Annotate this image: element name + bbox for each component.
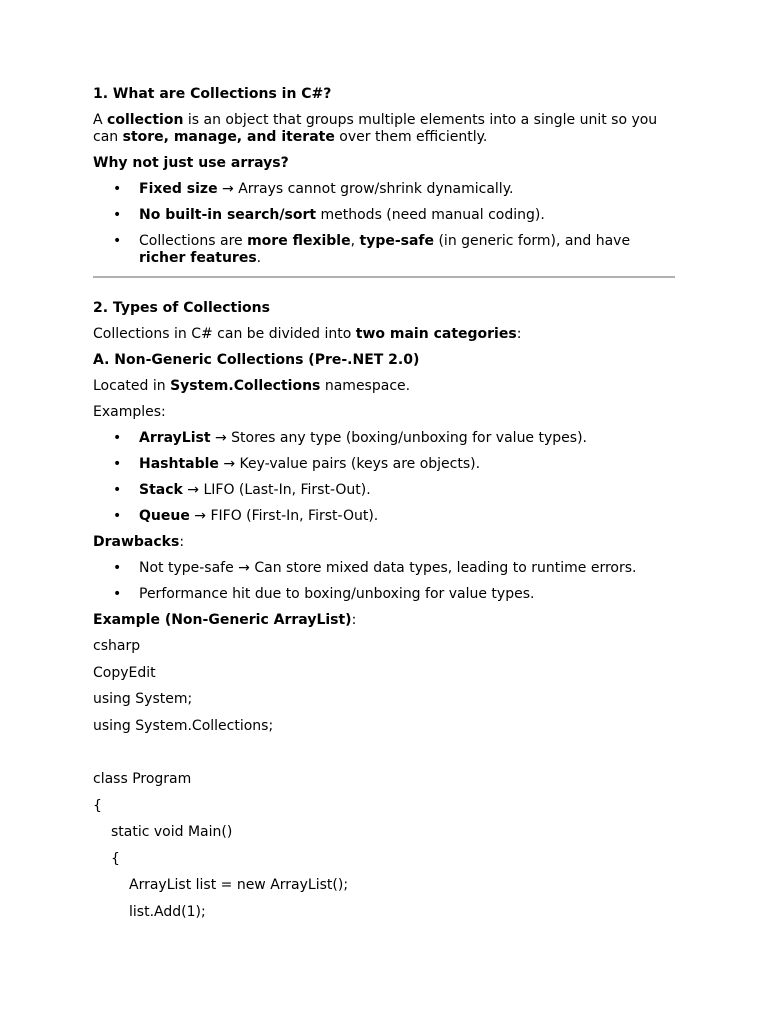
- code-line: class Program: [93, 770, 192, 787]
- text-run: is an object that groups multiple elements into a single unit so you can: [93, 112, 658, 145]
- bold-run: Drawbacks: [93, 534, 180, 550]
- text-run: namespace.: [320, 378, 411, 394]
- list-item: [93, 207, 675, 224]
- text-run: Located in: [93, 378, 171, 394]
- list-item: [93, 233, 675, 267]
- section-2-heading: 2. Types of Collections: [93, 300, 270, 316]
- bold-run: Hashtable: [139, 456, 219, 472]
- bold-run: Stack: [139, 482, 183, 498]
- copy-edit-label: CopyEdit: [93, 664, 156, 681]
- bold-run: ArrayList: [139, 430, 211, 446]
- bold-run: No built-in search/sort: [139, 207, 317, 223]
- code-line: ArrayList list = new ArrayList();: [129, 877, 349, 894]
- section-1-heading: 1. What are Collections in C#?: [93, 86, 332, 102]
- categories-intro: [93, 326, 675, 343]
- list-item: [93, 482, 675, 499]
- list-item: [93, 430, 675, 447]
- code-block: [93, 638, 675, 921]
- section-divider: [93, 276, 675, 278]
- code-line: using System;: [93, 691, 193, 708]
- code-language-label: csharp: [93, 638, 141, 654]
- text-run: .: [256, 250, 262, 266]
- text-run: over them efficiently.: [334, 129, 488, 145]
- example-heading: [93, 612, 675, 629]
- bold-run: type-safe: [359, 233, 435, 249]
- text-run: A: [93, 112, 108, 128]
- list-item: • Not type-safe → Can store mixed data types, leading to runtime errors.: [93, 560, 675, 577]
- drawbacks-label: [93, 534, 675, 551]
- text-run: ,: [350, 233, 360, 249]
- text-run: :: [351, 612, 357, 628]
- code-line: {: [111, 850, 120, 867]
- text-run: → FIFO (First-In, First-Out).: [189, 508, 379, 524]
- bold-run: richer features: [139, 250, 257, 266]
- bold-run: Fixed size: [139, 181, 218, 197]
- examples-label: Examples:: [93, 404, 166, 420]
- bold-run: more flexible: [247, 233, 351, 249]
- text-run: Collections are: [139, 233, 248, 249]
- bold-run: store, manage, and iterate: [122, 129, 335, 145]
- list-item: [93, 456, 675, 473]
- arrays-drawback-list: [93, 181, 675, 267]
- drawbacks-list: [93, 560, 675, 603]
- document-content: [93, 86, 675, 931]
- code-line: {: [93, 797, 102, 814]
- text-run: → Key-value pairs (keys are objects).: [218, 456, 481, 472]
- why-not-arrays-heading: Why not just use arrays?: [93, 155, 289, 171]
- bold-run: Example (Non-Generic ArrayList): [93, 612, 352, 628]
- list-item: [93, 508, 675, 525]
- text-run: Collections in C# can be divided into: [93, 326, 356, 342]
- text-run: → Arrays cannot grow/shrink dynamically.: [217, 181, 514, 197]
- code-line-blank: [93, 744, 675, 761]
- bold-run: two main categories: [355, 326, 517, 342]
- non-generic-heading: A. Non-Generic Collections (Pre-.NET 2.0): [93, 352, 420, 368]
- text-run: → LIFO (Last-In, First-Out).: [182, 482, 371, 498]
- text-run: methods (need manual coding).: [316, 207, 545, 223]
- bold-run: System.Collections: [170, 378, 321, 394]
- code-line: using System.Collections;: [93, 717, 274, 734]
- text-run: → Stores any type (boxing/unboxing for value types).: [210, 430, 587, 446]
- bold-run: collection: [107, 112, 184, 128]
- examples-list: [93, 430, 675, 525]
- text-run: :: [516, 326, 522, 342]
- list-item: [93, 181, 675, 198]
- bold-run: Queue: [139, 508, 190, 524]
- code-line: list.Add(1);: [129, 903, 206, 920]
- text-run: (in generic form), and have: [434, 233, 631, 249]
- namespace-note: [93, 378, 675, 395]
- list-item: • Performance hit due to boxing/unboxing for value types.: [93, 586, 675, 603]
- collection-definition: [93, 112, 675, 146]
- code-line: static void Main(): [111, 824, 233, 841]
- text-run: :: [179, 534, 185, 550]
